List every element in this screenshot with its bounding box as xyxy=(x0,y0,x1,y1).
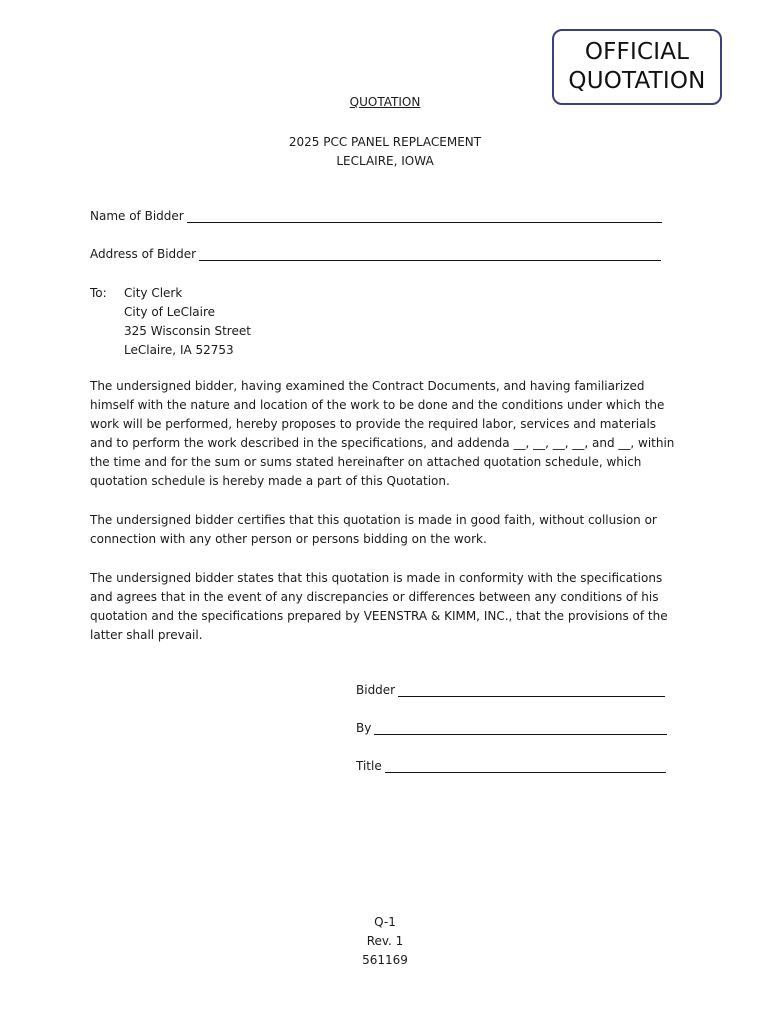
addressee-line-2: City of LeClaire xyxy=(124,305,216,319)
footer-page-number: Q-1 xyxy=(374,915,396,929)
footer-project-number: 561169 xyxy=(362,953,408,967)
address-of-bidder-line[interactable] xyxy=(199,246,661,261)
name-of-bidder-row xyxy=(90,208,662,223)
project-name: 2025 PCC PANEL REPLACEMENT xyxy=(288,135,482,149)
page-footer xyxy=(0,913,770,970)
paragraph-good-faith: The undersigned bidder certifies that this quotation is made in good faith, without collusion or connection with any other person or persons bidding on the work. xyxy=(90,513,657,546)
addressee-block xyxy=(90,284,251,360)
bidder-signature-line[interactable] xyxy=(398,682,665,697)
bidder-signature-row xyxy=(356,682,665,697)
addressee-line-4: LeClaire, IA 52753 xyxy=(124,343,234,357)
address-of-bidder-label: Address of Bidder xyxy=(90,247,197,261)
bidder-signature-label: Bidder xyxy=(356,683,396,697)
name-of-bidder-line[interactable] xyxy=(187,208,662,223)
title-signature-label: Title xyxy=(356,759,382,773)
addressee-line-3: 325 Wisconsin Street xyxy=(124,324,251,338)
title-signature-row xyxy=(356,758,666,773)
footer-revision: Rev. 1 xyxy=(366,934,404,948)
name-of-bidder-label: Name of Bidder xyxy=(90,209,184,223)
stamp-line-2: QUOTATION xyxy=(568,68,706,94)
address-of-bidder-row xyxy=(90,246,661,261)
title-signature-line[interactable] xyxy=(385,758,666,773)
project-heading xyxy=(0,133,770,171)
page-title: QUOTATION xyxy=(349,95,421,109)
official-quotation-stamp xyxy=(552,29,722,105)
addressee-line-1: City Clerk xyxy=(124,286,183,300)
by-signature-line[interactable] xyxy=(374,720,667,735)
by-signature-label: By xyxy=(356,721,372,735)
by-signature-row xyxy=(356,720,667,735)
addressee-lines xyxy=(124,284,251,360)
paragraph-conformity: The undersigned bidder states that this quotation is made in conformity with the specifications and agrees that in the event of any discrepancies or differences between any conditions of his quotation and the specifications prepared by VEENSTRA & KIMM, INC., that the provisions of the latter shall prevail. xyxy=(90,571,668,642)
paragraph-proposal: The undersigned bidder, having examined the Contract Documents, and having familiarized himself with the nature and location of the work to be done and the conditions under which the work will be performed, hereby proposes to provide the required labor, services and materials and to perform the work described in the specifications, and addenda __, __, __, __, and __, within the time and for the sum or sums stated hereinafter on attached quotation schedule, which quotation schedule is hereby made a part of this Quotation. xyxy=(90,379,675,488)
project-location: LECLAIRE, IOWA xyxy=(336,154,434,168)
stamp-line-1: OFFICIAL xyxy=(584,39,690,65)
to-label: To: xyxy=(90,286,107,300)
